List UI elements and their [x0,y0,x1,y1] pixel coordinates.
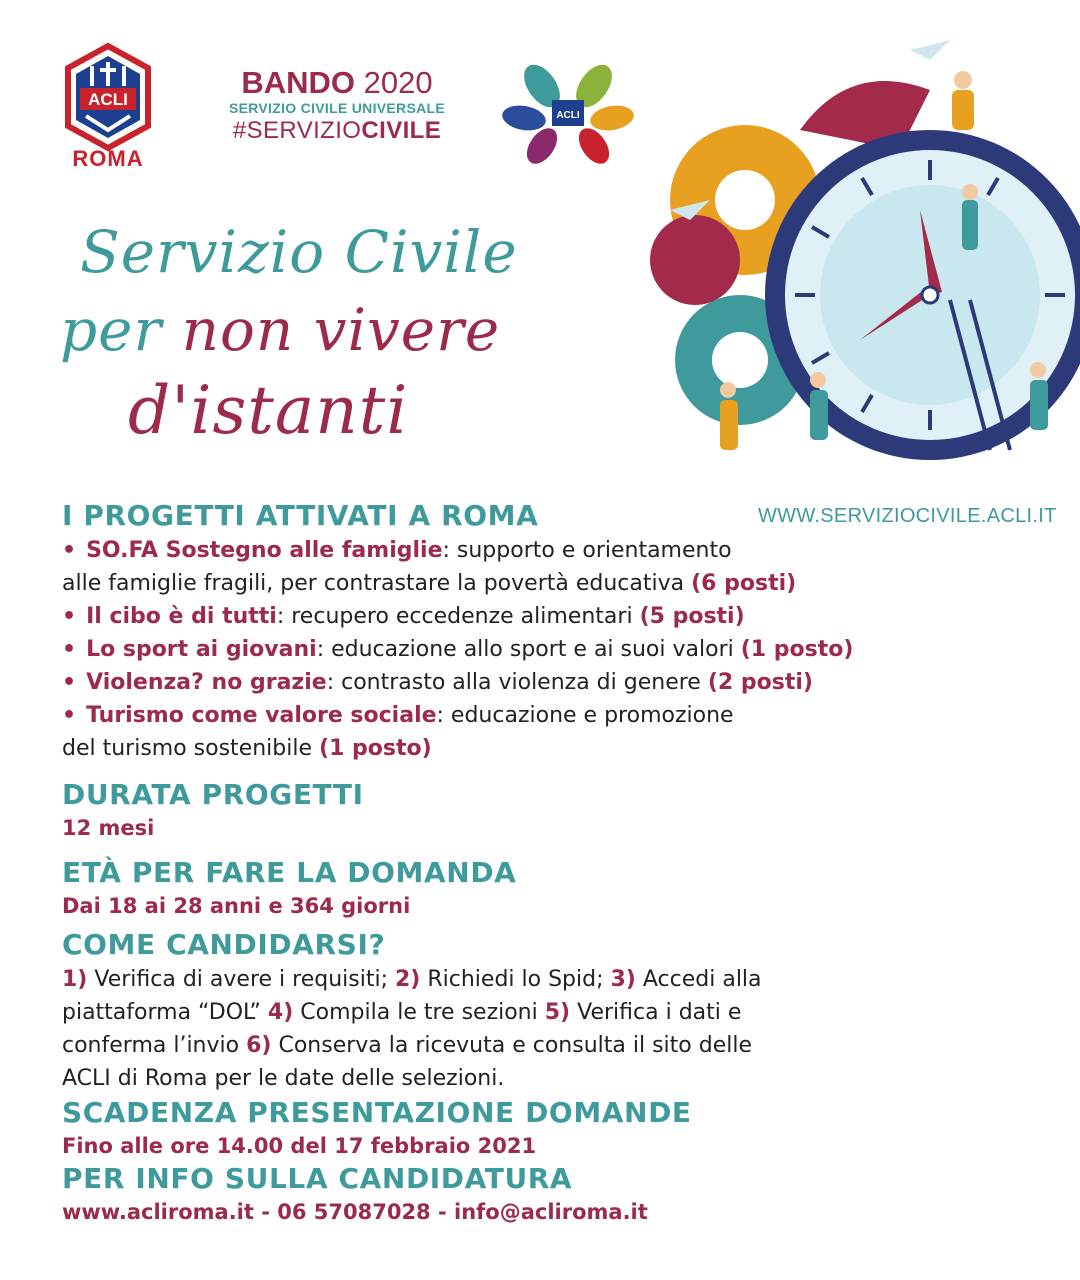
hashtag-prefix: #SERVIZIO [232,117,362,144]
apply-heading: COME CANDIDARSI? [62,928,386,961]
apply-steps-line-3: conferma l’invio 6) Conserva la ricevuta e consulta il sito delle [62,1033,752,1058]
bullet-icon: • [62,637,77,662]
title-line-2-a: per [60,296,163,364]
clock-illustration [650,30,1080,490]
project-item: • Il cibo è di tutti: recupero eccedenze alimentari (5 posti) [62,604,745,629]
deadline-value: Fino alle ore 14.00 del 17 febbraio 2021 [62,1134,537,1158]
bando-block [222,66,452,145]
bullet-icon: • [62,670,77,695]
bando-label: BANDO [241,65,356,100]
duration-value: 12 mesi [62,816,155,840]
bullet-icon: • [62,604,77,629]
title-line-1: Servizio Civile [80,218,518,286]
acli-city-label: ROMA [72,146,144,171]
apply-steps-line-1: 1) Verifica di avere i requisiti; 2) Richiedi lo Spid; 3) Accedi alla [62,967,762,992]
age-value: Dai 18 ai 28 anni e 364 giorni [62,894,411,918]
project-item: • Lo sport ai giovani: educazione allo sport e ai suoi valori (1 posto) [62,637,854,662]
projects-heading: I PROGETTI ATTIVATI A ROMA [62,499,539,532]
hands-logo-text: ACLI [556,110,580,121]
bullet-icon: • [62,538,77,563]
duration-heading: DURATA PROGETTI [62,778,364,811]
apply-steps-line-4: ACLI di Roma per le date delle selezioni. [62,1066,505,1091]
project-item-cont: alle famiglie fragili, per contrastare la povertà educativa (6 posti) [62,571,797,596]
apply-steps-line-2: piattaforma “DOL” 4) Compila le tre sezioni 5) Verifica i dati e [62,1000,742,1025]
deadline-heading: SCADENZA PRESENTAZIONE DOMANDE [62,1096,692,1129]
title-line-2-b: non vivere [181,296,501,364]
bando-year: 2020 [363,65,433,100]
title-line-2 [60,296,500,364]
project-item: • Violenza? no grazie: contrasto alla violenza di genere (2 posti) [62,670,813,695]
servizio-civile-hands-logo [502,56,634,166]
project-item: • SO.FA Sostegno alle famiglie: supporto e orientamento [62,538,732,563]
bando-subtitle: SERVIZIO CIVILE UNIVERSALE [228,100,446,116]
title-line-3: d'istanti [128,372,409,449]
info-contacts[interactable]: www.acliroma.it - 06 57087028 - info@acliroma.it [62,1200,648,1224]
bullet-icon: • [62,703,77,728]
website-url[interactable]: WWW.SERVIZIOCIVILE.ACLI.IT [758,505,1057,527]
main-content [62,498,1042,1227]
hashtag-suffix: CIVILE [361,117,442,144]
acli-logo-text: ACLI [88,90,128,109]
age-heading: ETÀ PER FARE LA DOMANDA [62,856,517,889]
project-item: • Turismo come valore sociale: educazione e promozione [62,703,734,728]
info-heading: PER INFO SULLA CANDIDATURA [62,1162,573,1195]
project-item-cont: del turismo sostenibile (1 posto) [62,736,432,761]
